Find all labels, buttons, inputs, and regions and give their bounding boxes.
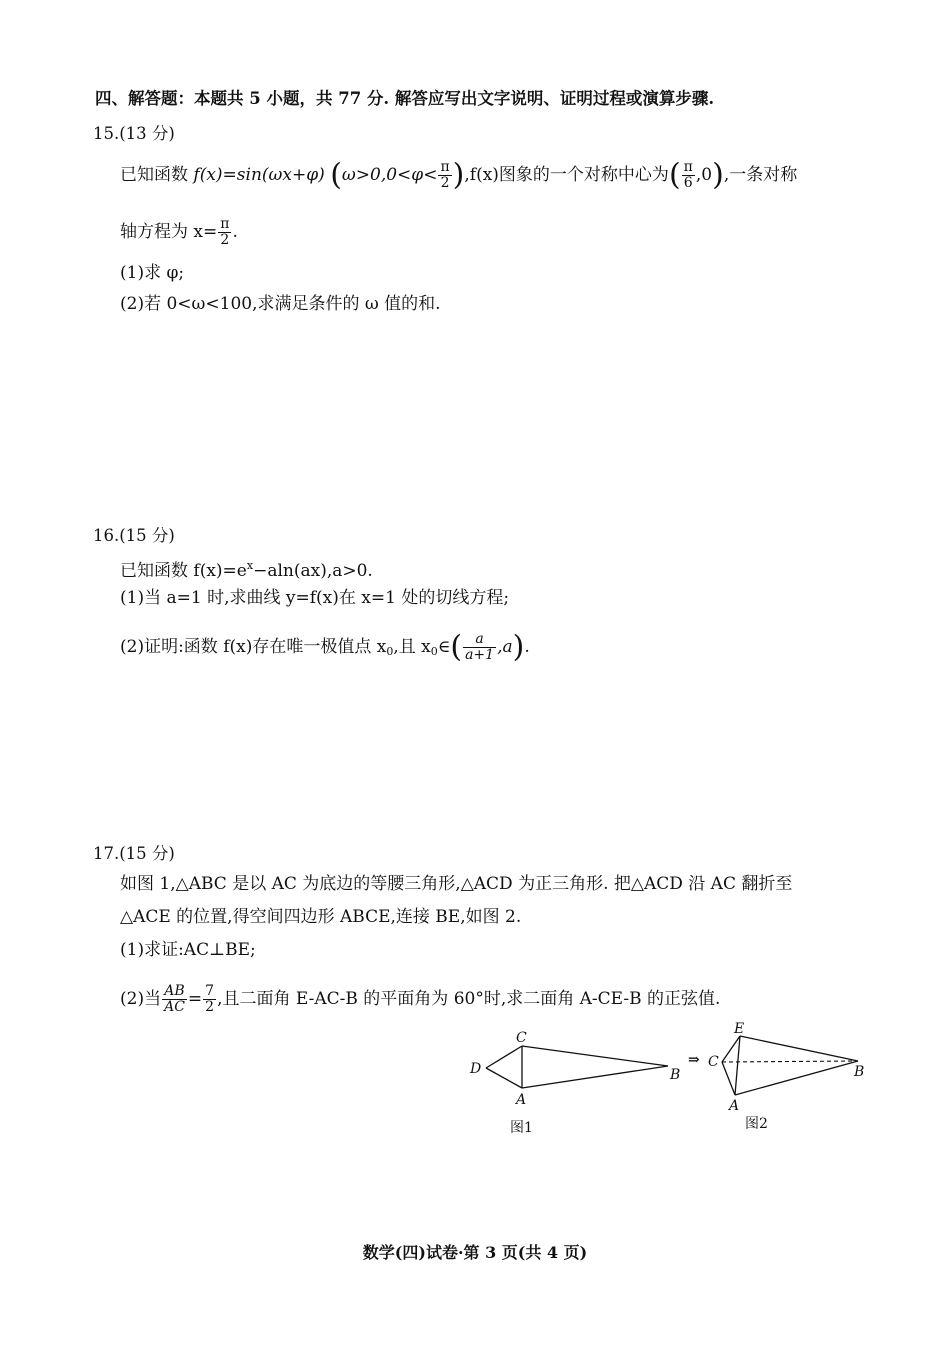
q15-function: f(x)=sin(ωx+φ) [193,165,325,185]
fig1-edge-CB [522,1046,668,1066]
q15-tail: ,一条对称 [723,165,798,185]
fig2-edge-CB-hidden [722,1061,858,1062]
q17-number: 17.(15 分) [93,844,175,863]
fig1-edge-AB [522,1066,668,1088]
q15-part2: (2)若 0<ω<100,求满足条件的 ω 值的和. [120,294,441,314]
q16-number: 16.(15 分) [93,526,175,545]
fig2-edge-CA [722,1062,735,1095]
q15-pi-over-2: $\frac{\pi}{2}$ [440,159,450,191]
fig1-caption: 图1 [510,1120,533,1136]
fig2-edge-EA [735,1036,740,1095]
fig1-label-D: D [470,1061,482,1077]
q15-number: 15.(13 分) [93,124,175,143]
q15-mid-text: ,f(x)图象的一个对称中心为 [464,165,669,185]
q17-part1: (1)求证:AC⊥BE; [120,940,256,960]
section-header: 四、解答题：本题共 5 小题，共 77 分. 解答应写出文字说明、证明过程或演算步骤. [95,89,715,108]
q15-axis-frac: $\frac{\pi}{2}$ [220,216,230,248]
q15-condition: ω>0,0<φ< [341,165,438,185]
transform-arrow: ⇒ [688,1052,700,1068]
fig2-caption: 图2 [745,1116,768,1132]
q16-part2: (2)证明:函数 f(x)存在唯一极值点 $x_0$,且 $x_0\in$( $\frac{a}{a+1}$ ,a). [120,629,530,665]
q17-ratio-frac: $\frac{AB}{AC}$ [164,983,185,1015]
q16-statement: 已知函数 $f(x)=e^x-aln(ax),a>0$. [120,559,373,581]
figure-1 [460,1020,690,1145]
fig1-label-A: A [516,1092,527,1108]
q17-statement-line1: 如图 1,△ABC 是以 AC 为底边的等腰三角形,△ACD 为正三角形. 把△ACD 沿 AC 翻折至 [120,874,793,894]
q15-center-y: ,0 [695,165,713,185]
figure-2 [700,1018,870,1143]
fig2-label-E: E [734,1021,745,1037]
fig1-label-B: B [670,1067,681,1083]
fig2-edge-AB [735,1061,858,1095]
q15-pi-over-6: $\frac{\pi}{6}$ [683,159,693,191]
q17-part2: (2)当 $\frac{AB}{AC}$ = $\frac{7}{2}$ ,且二面角 E-AC-B 的平面角为 60°时,求二面角 A-CE-B 的正弦值. [120,983,721,1015]
q15-part1: (1)求 φ; [120,263,185,283]
q17-statement-line2: △ACE 的位置,得空间四边形 ABCE,连接 BE,如图 2. [120,907,522,927]
fig2-edge-EC [722,1036,740,1062]
q15-axis-text: 轴方程为 x= [120,222,218,242]
page-footer: 数学(四)试卷·第 3 页(共 4 页) [362,1243,588,1262]
fig2-label-A: A [729,1098,740,1114]
q15-statement-line2: 轴方程为 x= $\frac{\pi}{2}$ . [120,216,238,248]
fig1-edge-DA [486,1068,522,1088]
fig2-edge-EB [740,1036,858,1061]
fig2-label-B: B [854,1064,865,1080]
fig2-label-C: C [708,1054,719,1070]
fig1-label-C: C [516,1030,527,1046]
fig1-edge-DC [486,1046,522,1068]
q16-interval-frac: $\frac{a}{a+1}$ [465,631,495,663]
q15-intro: 已知函数 [120,165,188,185]
q15-statement-line1: 已知函数 f(x)=sin(ωx+φ) (ω>0,0<φ< $\frac{\pi}{2}$ ),f(x)图象的一个对称中心为( $\frac{\pi}{6}$ ,0),一条对称 [120,157,798,193]
q16-part1: (1)当 a=1 时,求曲线 y=f(x)在 x=1 处的切线方程; [120,588,510,608]
q17-seven-halves: $\frac{7}{2}$ [205,983,215,1015]
